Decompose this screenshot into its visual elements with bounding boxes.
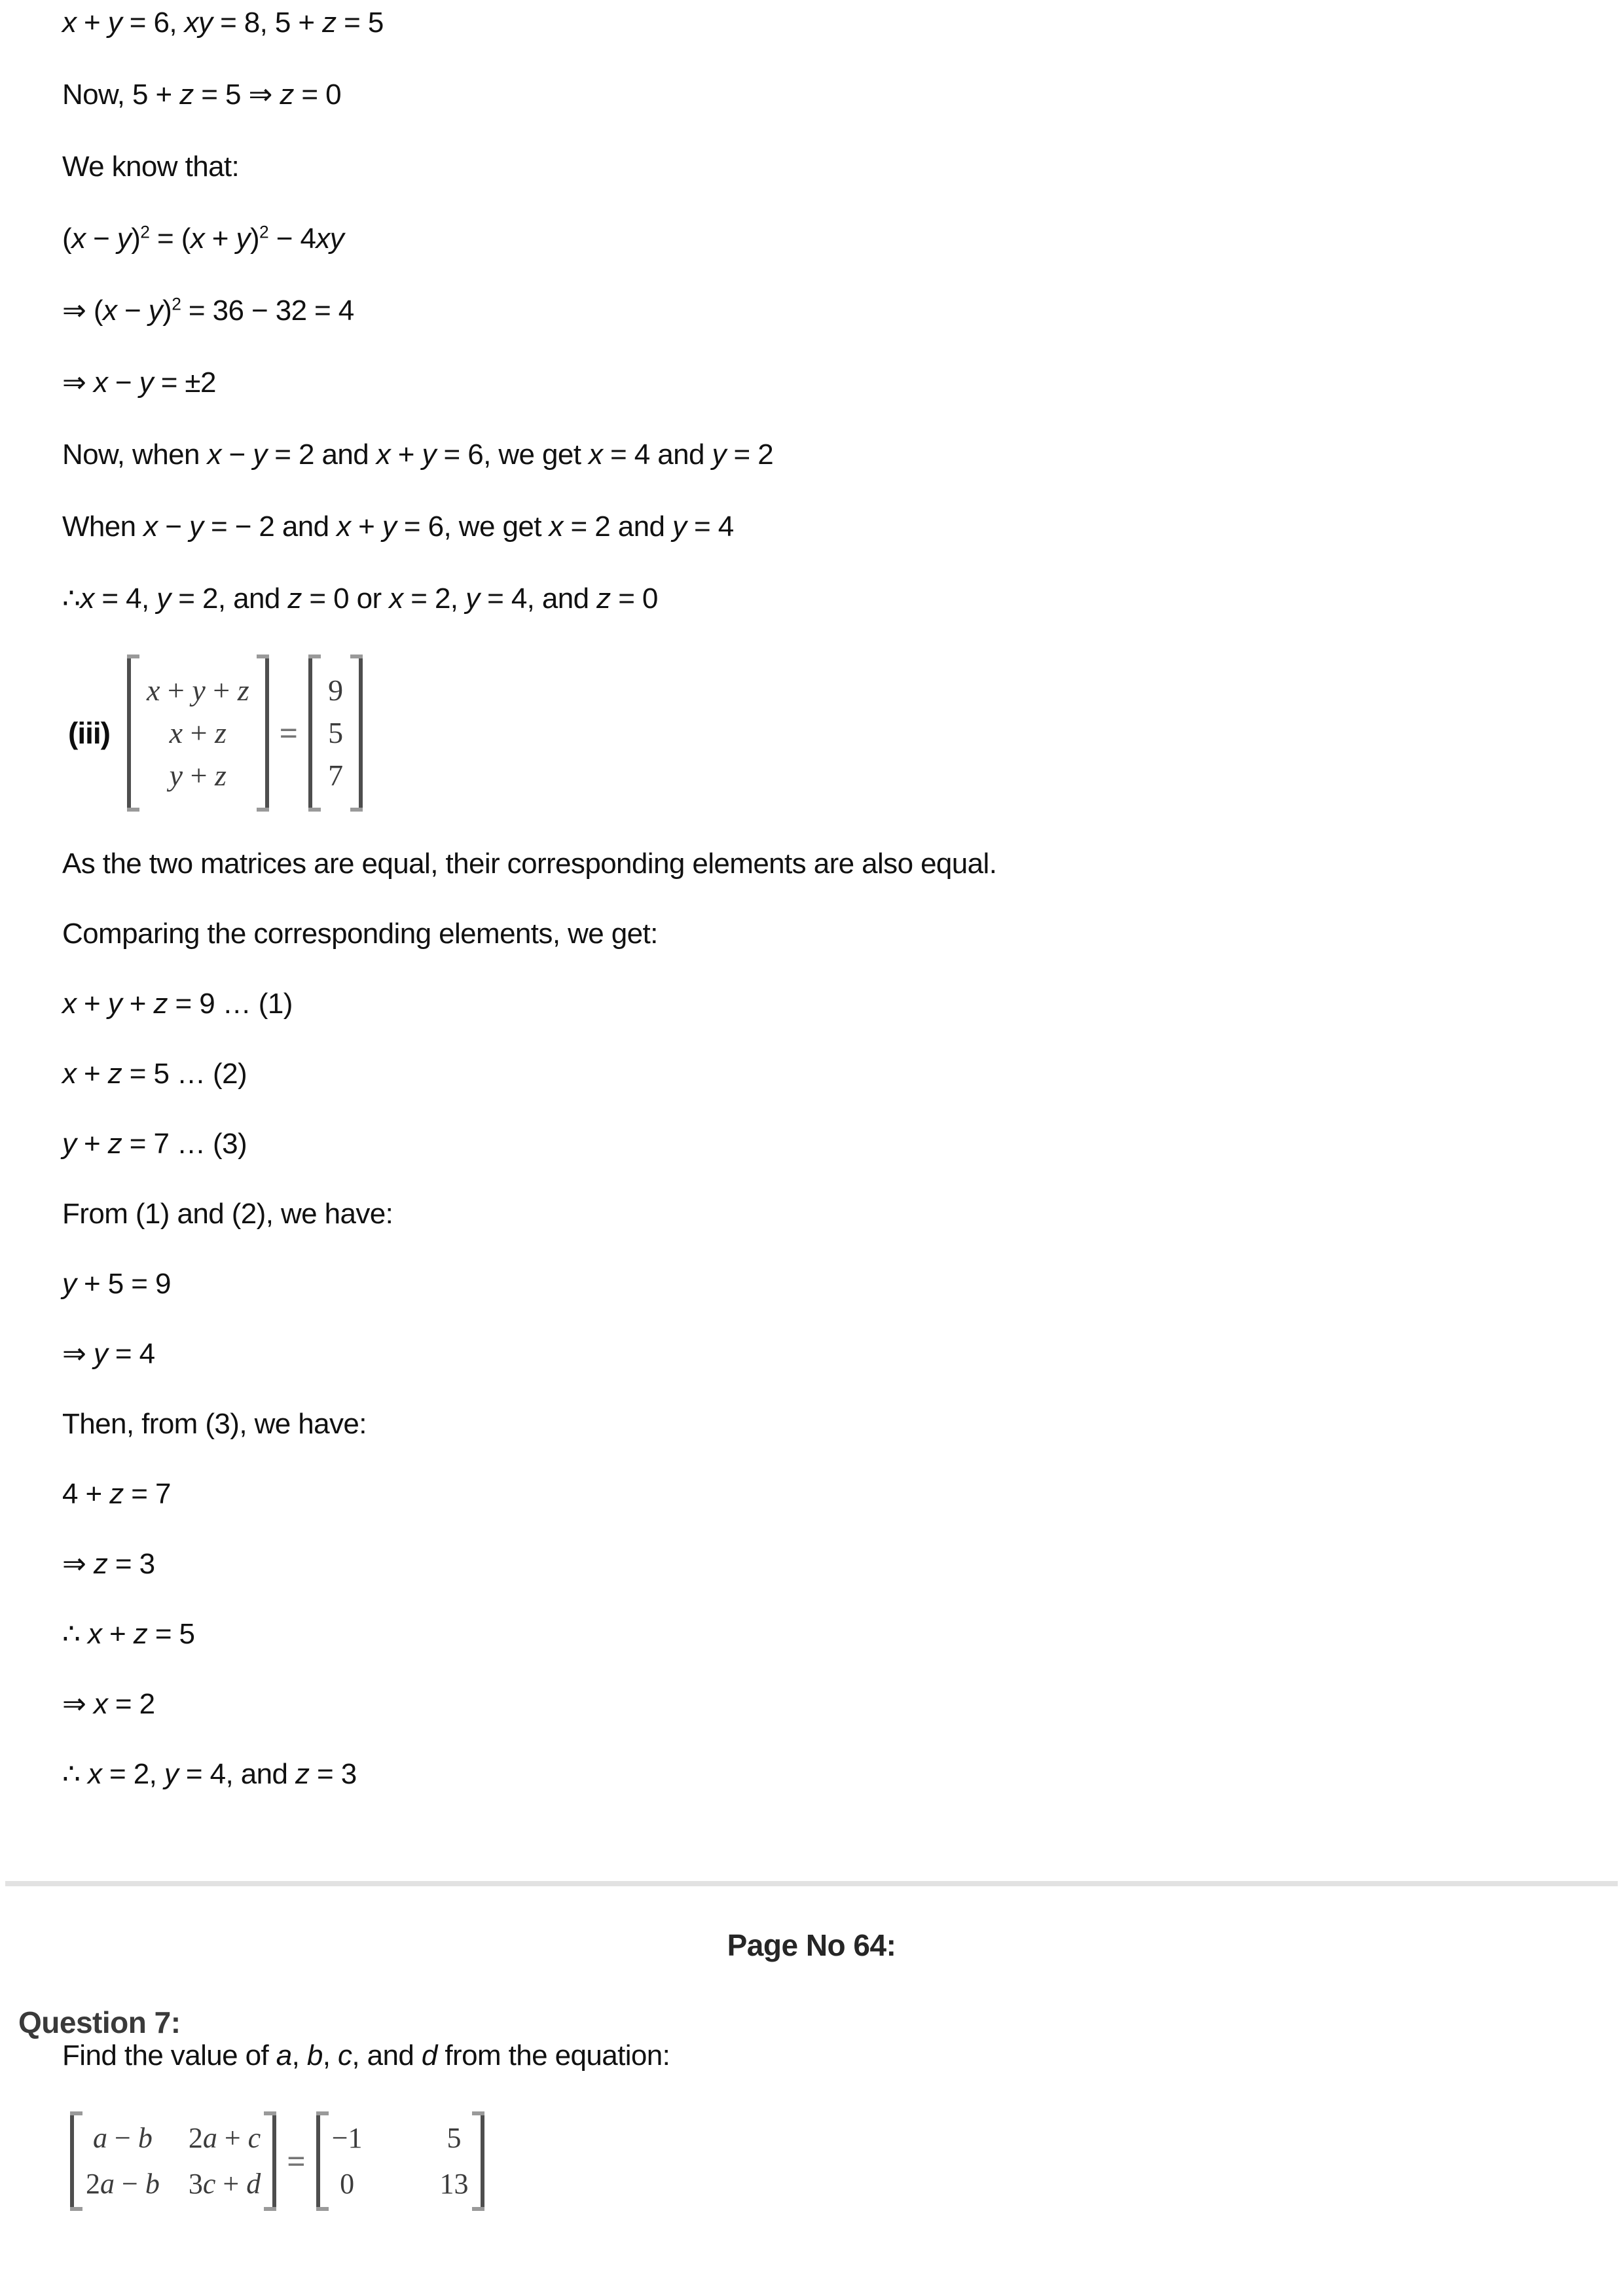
- matrix-cell: 7: [328, 759, 344, 792]
- matrix-cell: 3c + d: [188, 2168, 261, 2200]
- solution-lines-group-1: [62, 7, 1584, 615]
- left-bracket: [308, 655, 312, 812]
- matrix-cell: 9: [328, 673, 344, 707]
- solution-text-line: x + y + z = 9 … (1): [62, 988, 293, 1020]
- matrix-grid: [86, 2122, 261, 2200]
- matrix-column: [143, 665, 253, 801]
- matrix-cell: x + y + z: [146, 673, 249, 707]
- solution-lines-group-2: [62, 848, 1584, 1791]
- section-divider: [5, 1881, 1618, 1886]
- solution-text-line: y + 5 = 9: [62, 1268, 171, 1300]
- matrix-cell: −1: [331, 2122, 363, 2154]
- solution-text-line: Comparing the corresponding elements, we get:: [62, 918, 658, 950]
- solution-text-line: ∴ x + z = 5: [62, 1618, 195, 1650]
- matrix-cell: 13: [439, 2168, 469, 2200]
- solution-text-line: When x − y = − 2 and x + y = 6, we get x = 2 and y = 4: [62, 511, 734, 543]
- equals-sign: =: [287, 2143, 306, 2179]
- equals-sign: =: [279, 715, 299, 751]
- matrix-cell: 2a + c: [188, 2122, 261, 2154]
- solution-text-line: x + z = 5 … (2): [62, 1058, 247, 1090]
- matrix-equation-iii: [68, 655, 1584, 812]
- matrix-equation-q7: [70, 2111, 1623, 2211]
- right-bracket: [359, 655, 363, 812]
- solution-text-line: ⇒ x = 2: [62, 1688, 155, 1720]
- matrix-iii-lhs: [127, 655, 269, 812]
- matrix-cell: 2a − b: [86, 2168, 160, 2200]
- matrix-q7-rhs: [316, 2111, 484, 2211]
- solution-text-line: ⇒ x − y = ±2: [62, 367, 216, 399]
- matrix-grid: [332, 2122, 469, 2200]
- question-prompt: Find the value of a, b, c, and d from the equation:: [62, 2039, 670, 2072]
- matrix-iii-rhs: [308, 655, 363, 812]
- matrix-cell: 5: [328, 716, 344, 749]
- matrix-cell: a − b: [93, 2122, 153, 2154]
- solution-text-line: ⇒ $(x - y)^2 = 36 - 32 = 4$: [62, 294, 354, 327]
- solution-text-line: Now, when x − y = 2 and x + y = 6, we get x = 4 and y = 2: [62, 439, 774, 471]
- left-bracket: [70, 2111, 74, 2211]
- solution-text-line: y + z = 7 … (3): [62, 1128, 247, 1160]
- solution-text-line: From (1) and (2), we have:: [62, 1198, 393, 1230]
- solution-text-line: ⇒ z = 3: [62, 1548, 155, 1580]
- right-bracket: [265, 655, 269, 812]
- matrix-q7-lhs: [70, 2111, 276, 2211]
- left-bracket: [127, 655, 131, 812]
- right-bracket: [481, 2111, 484, 2211]
- page-number-heading: Page No 64:: [727, 1928, 896, 1962]
- matrix-column: [324, 665, 347, 801]
- matrix-cell: 0: [340, 2168, 355, 2200]
- left-bracket: [316, 2111, 320, 2211]
- solution-text-line: We know that:: [62, 151, 240, 183]
- solution-text-line: 4 + z = 7: [62, 1478, 171, 1510]
- solution-text-line: As the two matrices are equal, their corresponding elements are also equal.: [62, 848, 997, 880]
- solution-text-line: Then, from (3), we have:: [62, 1408, 367, 1440]
- matrix-cell: y + z: [169, 759, 227, 792]
- solution-text-line: ⇒ y = 4: [62, 1338, 155, 1370]
- solution-text-line: $(x - y)^2 = (x + y)^2 - 4xy$: [62, 222, 344, 255]
- solution-text-line: x + y = 6, xy = 8, 5 + z = 5: [62, 7, 384, 39]
- question-heading: Question 7:: [18, 2005, 181, 2039]
- question-body: [0, 2039, 1623, 2211]
- matrix-cell: x + z: [169, 716, 227, 749]
- matrix-cell: 5: [447, 2122, 462, 2154]
- solution-text-line: ∴x = 4, y = 2, and z = 0 or x = 2, y = 4, and z = 0: [62, 583, 658, 615]
- solution-text-line: Now, 5 + z = 5 ⇒ z = 0: [62, 79, 342, 111]
- solution-text-line: ∴ x = 2, y = 4, and z = 3: [62, 1758, 357, 1790]
- item-iii-label: (iii): [68, 716, 110, 750]
- right-bracket: [272, 2111, 276, 2211]
